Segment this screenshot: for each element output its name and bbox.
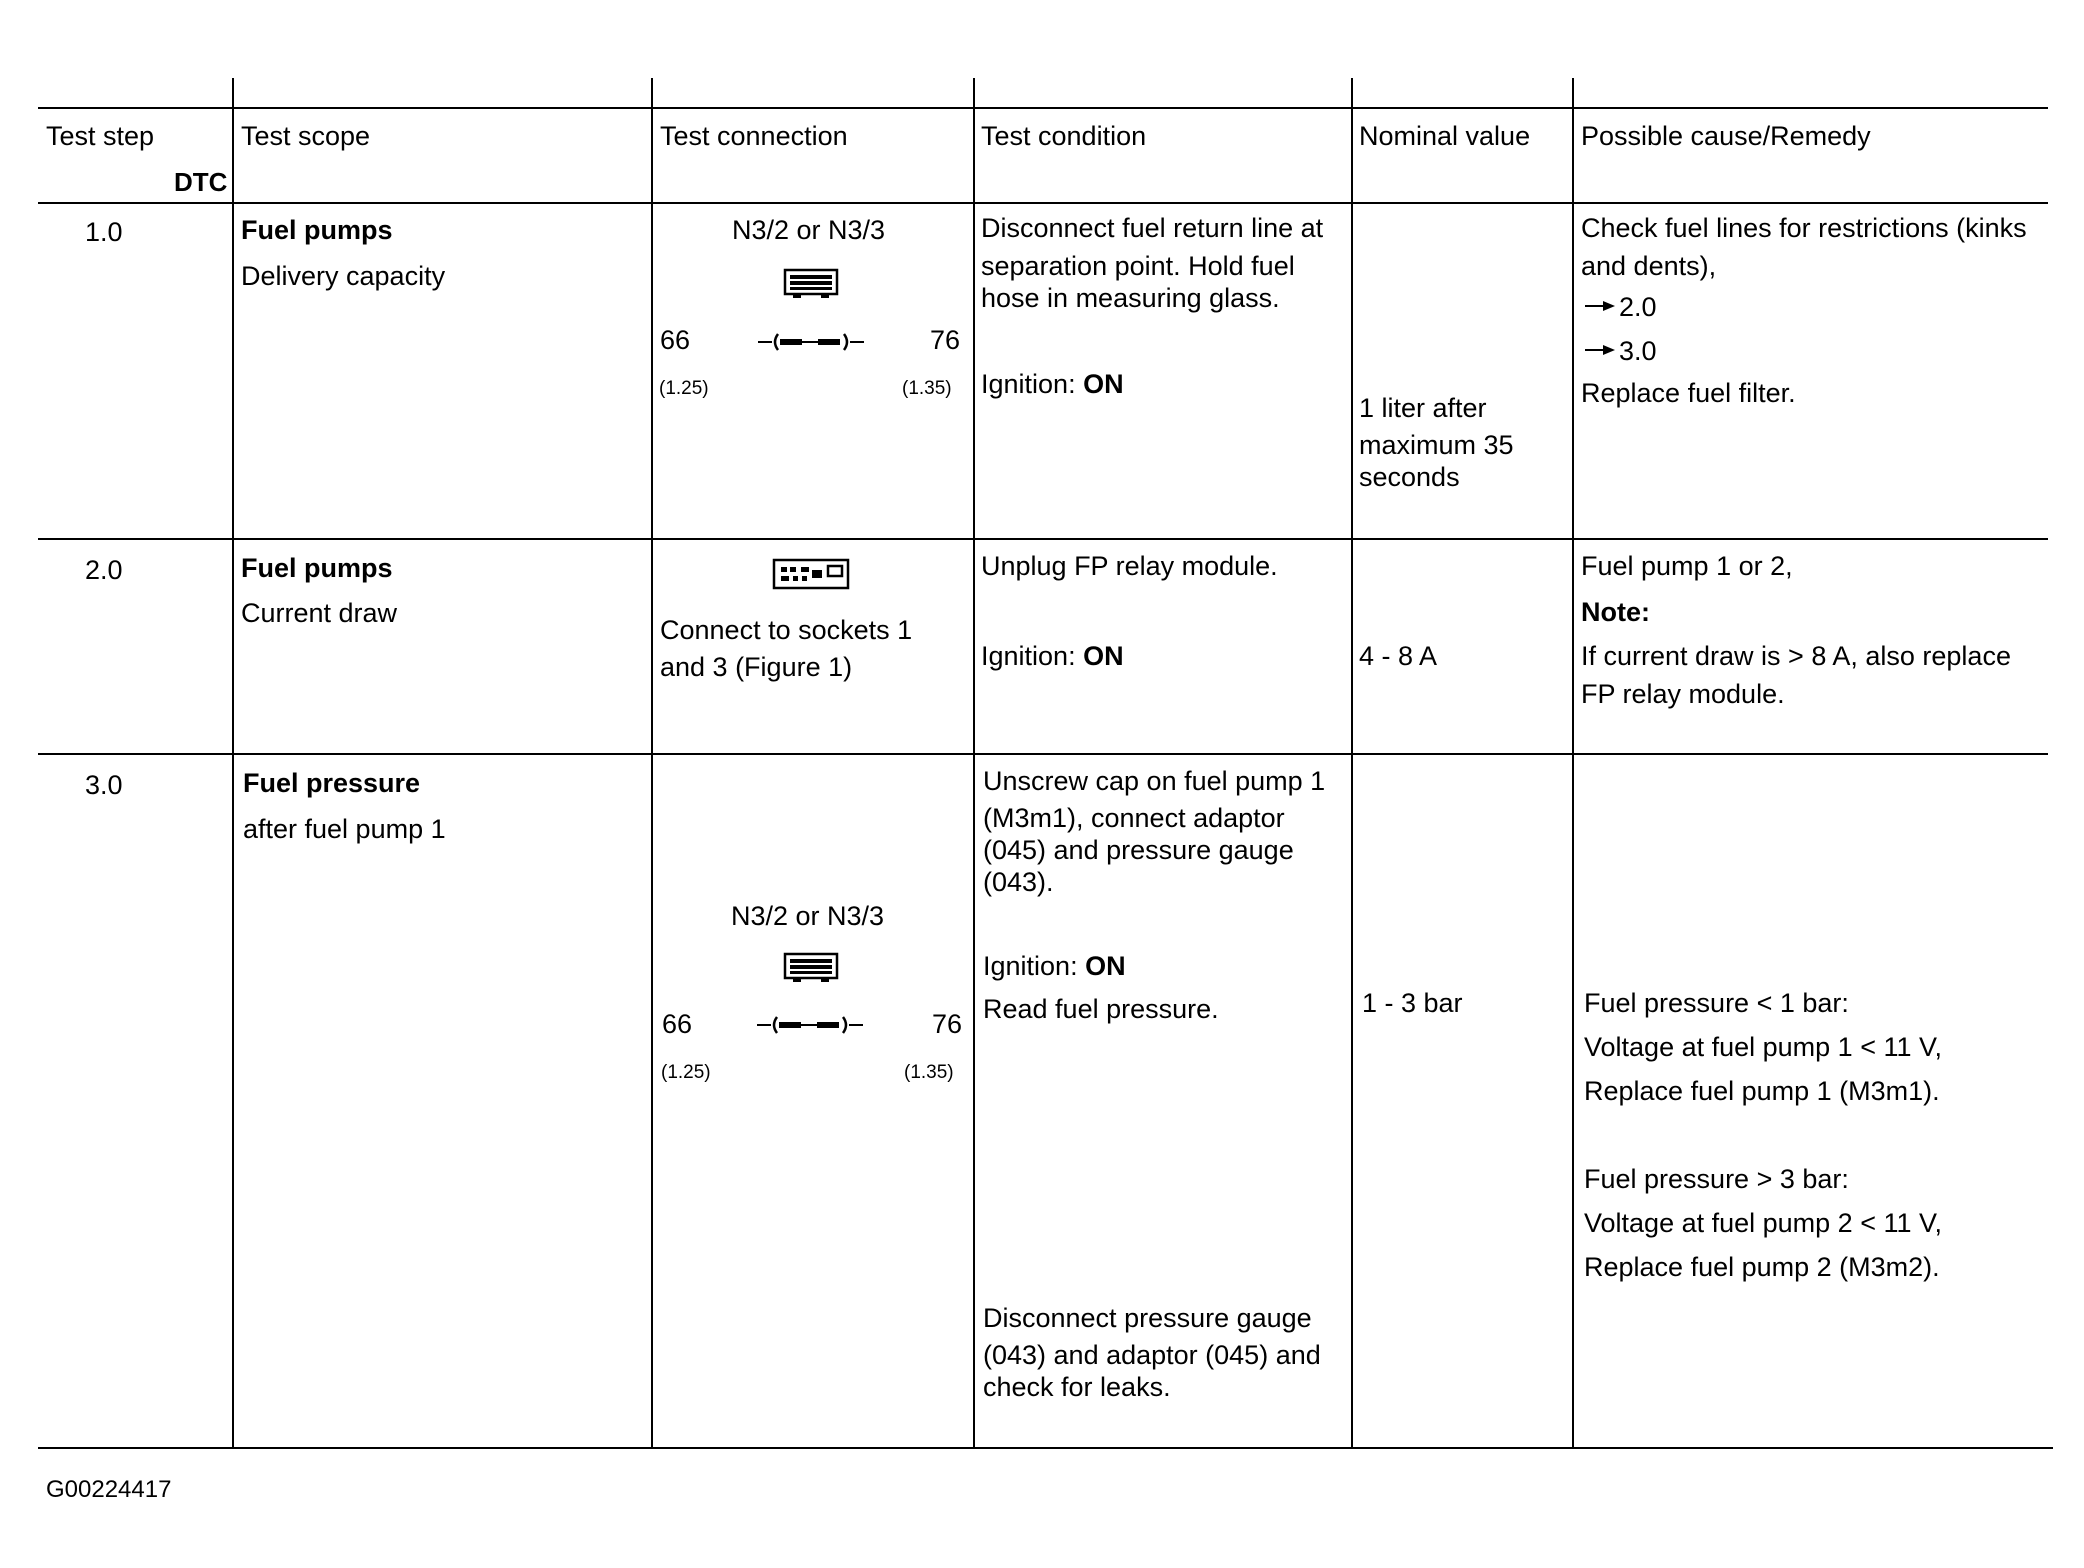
test-scope-title: Fuel pumps: [241, 215, 393, 245]
test-scope-title: Fuel pumps: [241, 553, 393, 583]
test-step-number: 3.0: [85, 770, 123, 800]
control-module-connector-icon: [783, 952, 839, 989]
header-bottom-line: [38, 202, 2048, 204]
test-scope-subtitle: Current draw: [241, 598, 398, 628]
condition-line: separation point. Hold fuel: [981, 251, 1295, 281]
step-reference-link[interactable]: 3.0: [1619, 336, 1657, 366]
ignition-condition: [983, 948, 1126, 985]
cause-line: Replace fuel pump 2 (M3m2).: [1584, 1252, 1940, 1282]
col-divider-2: [651, 78, 653, 1448]
ignition-condition: [981, 366, 1124, 403]
ignition-value: ON: [1083, 369, 1124, 399]
figure-id: G00224417: [46, 1476, 172, 1503]
header-dtc: DTC: [174, 167, 228, 197]
pin-left-sub: (1.25): [661, 1062, 711, 1083]
test-lead-cable-icon: [757, 1013, 863, 1042]
condition-line: Disconnect pressure gauge: [983, 1303, 1312, 1333]
cause-line: Voltage at fuel pump 1 < 11 V,: [1584, 1032, 1943, 1062]
relay-module-icon: [772, 558, 850, 595]
test-step-number: 1.0: [85, 217, 123, 247]
condition-line: Unplug FP relay module.: [981, 551, 1278, 581]
nominal-value-line: seconds: [1359, 462, 1460, 492]
cause-line: Replace fuel pump 1 (M3m1).: [1584, 1076, 1940, 1106]
pin-right-sub: (1.35): [902, 378, 952, 399]
cause-line: Replace fuel filter.: [1581, 378, 1796, 408]
cause-line: Check fuel lines for restrictions (kinks: [1581, 213, 2027, 243]
header-test-connection: Test connection: [660, 121, 848, 151]
col-divider-1: [232, 78, 234, 1448]
ignition-condition: [981, 638, 1124, 675]
col-divider-4: [1351, 78, 1353, 1448]
pin-right-sub: (1.35): [904, 1062, 954, 1083]
header-possible-cause: Possible cause/Remedy: [1581, 121, 1871, 151]
test-lead-cable-icon: [758, 330, 864, 359]
cause-line: and dents),: [1581, 251, 1717, 281]
row-1-bottom-line: [38, 538, 2048, 540]
test-scope-title: Fuel pressure: [243, 768, 421, 798]
test-scope-subtitle: after fuel pump 1: [243, 814, 446, 844]
cause-line: Fuel pressure < 1 bar:: [1584, 988, 1849, 1018]
cause-line: Voltage at fuel pump 2 < 11 V,: [1584, 1208, 1943, 1238]
test-scope-subtitle: Delivery capacity: [241, 261, 446, 291]
condition-line: hose in measuring glass.: [981, 283, 1280, 313]
nominal-value-line: maximum 35: [1359, 430, 1514, 460]
ignition-value: ON: [1085, 951, 1126, 981]
header-nominal-value: Nominal value: [1359, 121, 1531, 151]
condition-line: (M3m1), connect adaptor: [983, 803, 1285, 833]
condition-line: Unscrew cap on fuel pump 1: [983, 766, 1326, 796]
arrow-right-icon: [1585, 343, 1615, 362]
condition-line: check for leaks.: [983, 1372, 1171, 1402]
header-test-condition: Test condition: [981, 121, 1147, 151]
ignition-value: ON: [1083, 641, 1124, 671]
connection-module-label: N3/2 or N3/3: [732, 215, 886, 245]
connection-module-label: N3/2 or N3/3: [731, 901, 885, 931]
pin-right: 76: [930, 325, 961, 355]
step-reference-link[interactable]: 2.0: [1619, 292, 1657, 322]
condition-line: (045) and pressure gauge: [983, 835, 1294, 865]
condition-line: (043) and adaptor (045) and: [983, 1340, 1321, 1370]
cause-line: If current draw is > 8 A, also replace: [1581, 641, 2011, 671]
cause-line: FP relay module.: [1581, 679, 1785, 709]
condition-line: Disconnect fuel return line at: [981, 213, 1324, 243]
condition-line: Read fuel pressure.: [983, 994, 1219, 1024]
row-2-bottom-line: [38, 753, 2048, 755]
col-divider-3: [973, 78, 975, 1448]
pin-left: 66: [662, 1009, 693, 1039]
nominal-value: 1 - 3 bar: [1362, 988, 1463, 1018]
pin-left: 66: [660, 325, 691, 355]
test-step-number: 2.0: [85, 555, 123, 585]
connection-instruction: and 3 (Figure 1): [660, 652, 853, 682]
condition-line: (043).: [983, 867, 1054, 897]
connection-instruction: Connect to sockets 1: [660, 615, 913, 645]
cause-line: Fuel pump 1 or 2,: [1581, 551, 1793, 581]
cause-line: Fuel pressure > 3 bar:: [1584, 1164, 1849, 1194]
ignition-label: Ignition:: [983, 951, 1086, 981]
ignition-label: Ignition:: [981, 369, 1084, 399]
header-test-scope: Test scope: [241, 121, 371, 151]
ignition-label: Ignition:: [981, 641, 1084, 671]
pin-right: 76: [932, 1009, 963, 1039]
col-divider-5: [1572, 78, 1574, 1448]
nominal-value: 4 - 8 A: [1359, 641, 1438, 671]
nominal-value-line: 1 liter after: [1359, 393, 1487, 423]
pin-left-sub: (1.25): [659, 378, 709, 399]
header-top-line: [38, 107, 2048, 109]
control-module-connector-icon: [783, 268, 839, 305]
header-test-step: Test step: [46, 121, 155, 151]
table-bottom-line: [38, 1447, 2053, 1449]
arrow-right-icon: [1585, 299, 1615, 318]
note-label: Note:: [1581, 597, 1650, 627]
